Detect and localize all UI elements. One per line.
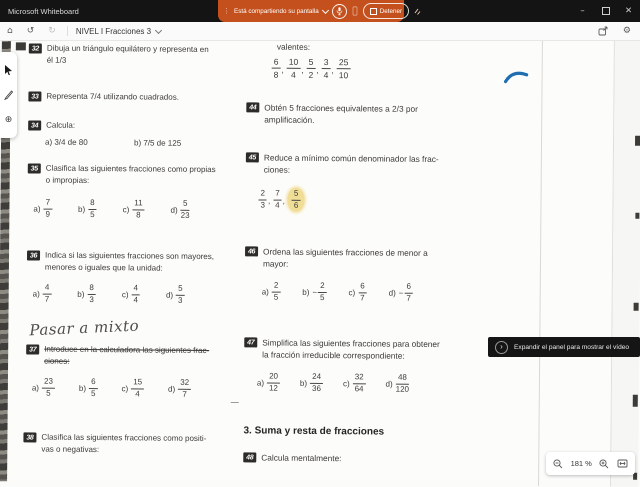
fraction-item: $\frac{25}{10}$ bbox=[338, 57, 349, 80]
chevron-down-icon[interactable] bbox=[322, 6, 329, 13]
whiteboard-toolbar bbox=[0, 22, 640, 41]
exercise-text: Dibuja un triángulo equilátero y representa en bbox=[46, 43, 209, 55]
undo-button[interactable] bbox=[20, 22, 42, 40]
fraction-separator: , bbox=[281, 64, 284, 75]
exercise-text: mayor: bbox=[262, 258, 289, 269]
chevron-down-icon bbox=[155, 26, 162, 33]
fraction-item: $\frac{5}{6}$ bbox=[288, 188, 305, 212]
exercise-35 bbox=[28, 162, 216, 188]
whiteboard-canvas[interactable] bbox=[0, 40, 640, 480]
share-audio-icon bbox=[351, 6, 359, 16]
scanned-textbook-page bbox=[0, 37, 640, 483]
fraction-item: a) $\frac{4}{7}$ bbox=[32, 282, 50, 304]
stop-icon bbox=[370, 8, 377, 15]
exercise-item: a) 3/4 de 80 bbox=[44, 137, 88, 147]
scan-speck bbox=[633, 395, 638, 407]
exercise-text-struck: ciones: bbox=[44, 356, 70, 366]
exercise-33 bbox=[28, 90, 179, 103]
exercise-text: Calcula mentalmente: bbox=[261, 452, 342, 464]
exercise-number-badge: 34 bbox=[28, 120, 41, 130]
restore-button[interactable] bbox=[594, 0, 617, 22]
zoom-in-button[interactable] bbox=[599, 459, 609, 469]
exercise-text: ciones: bbox=[263, 164, 291, 175]
fraction-separator: , bbox=[331, 65, 334, 76]
expand-video-label: Expandir el panel para mostrar el vídeo bbox=[514, 343, 630, 351]
fraction-item: b) $\frac{8}{5}$ bbox=[77, 197, 95, 220]
fraction-row bbox=[33, 198, 189, 219]
fraction-separator: , bbox=[267, 196, 271, 206]
exercise-number-badge: 46 bbox=[245, 246, 258, 256]
share-status-label[interactable]: Está compartiendo su pantalla bbox=[234, 7, 319, 15]
select-cursor-icon[interactable] bbox=[4, 65, 13, 75]
expand-chevron-icon: › bbox=[495, 341, 508, 354]
fraction-item: c) $\frac{32}{64}$ bbox=[342, 372, 364, 394]
window-controls bbox=[571, 0, 640, 22]
exercise-text: vas o negativas: bbox=[41, 444, 100, 455]
app-title: Microsoft Whiteboard bbox=[8, 6, 79, 16]
fraction-item: $\frac{3}{4}$ bbox=[323, 57, 329, 80]
fraction-item: d) $\frac{32}{7}$ bbox=[168, 377, 190, 399]
fraction-item: d) − $\frac{6}{7}$ bbox=[388, 281, 412, 303]
fraction-row bbox=[262, 281, 413, 302]
fraction-item: d) $\frac{5}{23}$ bbox=[170, 198, 190, 220]
handwritten-note: Pasar a mixto bbox=[29, 316, 140, 340]
fraction-item: b) − $\frac{2}{5}$ bbox=[302, 281, 325, 303]
exercise-text: él 1/3 bbox=[46, 55, 67, 65]
exercise-48 bbox=[243, 451, 341, 464]
redo-icon: ↻ bbox=[48, 25, 56, 36]
exercise-37 bbox=[26, 343, 209, 369]
fraction-row bbox=[258, 187, 304, 211]
exercise-number-badge: 37 bbox=[26, 344, 39, 354]
fraction-item: a) $\frac{23}{5}$ bbox=[31, 376, 54, 398]
exercise-text: Representa 7/4 utilizando cuadrados. bbox=[46, 91, 179, 102]
scan-speck bbox=[635, 136, 640, 146]
toolbar-divider bbox=[67, 26, 68, 36]
exercise-text: Simplifica las siguientes fracciones para obtener bbox=[262, 337, 440, 350]
home-icon: ⌂ bbox=[7, 25, 13, 36]
restore-icon bbox=[602, 7, 610, 15]
exercise-text: la fracción irreducible correspondiente: bbox=[262, 349, 405, 361]
exercise-47 bbox=[244, 336, 440, 362]
fraction-item: c) $\frac{15}{4}$ bbox=[121, 377, 143, 399]
exercise-number-badge: 35 bbox=[28, 163, 41, 173]
section-heading: 3. Suma y resta de fracciones bbox=[243, 425, 385, 438]
exercise-45 bbox=[246, 151, 439, 177]
exercise-text: Clasifica las siguientes fracciones como positi- bbox=[41, 432, 207, 444]
fraction-row bbox=[33, 283, 185, 304]
board-title-label: NIVEL I Fracciones 3 bbox=[75, 26, 152, 36]
exercise-number-badge: 44 bbox=[246, 102, 259, 112]
exercise-text: Obtén 5 fracciones equivalentes a 2/3 por bbox=[264, 102, 418, 114]
exercise-text: amplificación. bbox=[264, 114, 315, 125]
microphone-icon bbox=[336, 7, 343, 16]
fraction-row bbox=[257, 372, 409, 393]
redo-button[interactable] bbox=[41, 22, 63, 40]
fraction-item: d) $\frac{48}{120}$ bbox=[385, 372, 410, 394]
exercise-36 bbox=[27, 249, 214, 275]
board-title-dropdown[interactable] bbox=[72, 27, 165, 36]
scan-speck bbox=[635, 213, 639, 219]
change-share-button[interactable] bbox=[414, 7, 421, 16]
exercise-text: Reduce a mínimo común denominador las frac- bbox=[263, 152, 439, 165]
fraction-row bbox=[32, 377, 191, 398]
continued-text: valentes: bbox=[276, 41, 311, 52]
toolbar-right-group bbox=[598, 22, 631, 40]
fraction-item: d) $\frac{5}{3}$ bbox=[165, 283, 183, 305]
stop-label: Detener bbox=[379, 7, 403, 15]
fraction-item: a) $\frac{20}{12}$ bbox=[256, 371, 279, 393]
exercise-number-badge: 33 bbox=[28, 91, 41, 101]
stop-sharing-button[interactable] bbox=[363, 3, 409, 19]
expand-video-panel-button[interactable] bbox=[488, 337, 640, 357]
add-plus-circle-icon[interactable]: ⊕ bbox=[4, 115, 13, 126]
exercise-text: Clasifica las siguientes fracciones como propias bbox=[45, 163, 216, 175]
exercise-number-badge: 36 bbox=[27, 250, 40, 260]
fraction-item: $\frac{6}{8}$ bbox=[273, 56, 279, 80]
exercise-number-badge: 48 bbox=[243, 452, 256, 462]
exercise-number-badge: 47 bbox=[244, 337, 257, 347]
switch-window-icon bbox=[414, 7, 421, 16]
fraction-item: b) $\frac{8}{3}$ bbox=[77, 282, 94, 305]
margin-dash: — bbox=[230, 397, 239, 407]
share-audio-button[interactable] bbox=[351, 6, 359, 16]
scan-speck bbox=[634, 303, 639, 311]
adjacent-page-strip bbox=[611, 39, 640, 487]
drag-handle-icon[interactable]: ⋮ bbox=[223, 7, 230, 15]
exercise-number-badge: 32 bbox=[29, 43, 42, 53]
zoom-level-label[interactable]: 181 % bbox=[570, 459, 592, 468]
exercise-number-badge: 45 bbox=[246, 152, 259, 162]
exercise-text: menores o iguales que la unidad: bbox=[44, 262, 163, 273]
exercise-item: b) 7/5 de 125 bbox=[133, 138, 182, 148]
fraction-item: b) $\frac{6}{5}$ bbox=[78, 377, 96, 399]
exercise-text: Ordena las siguientes fracciones de menor a bbox=[263, 246, 428, 258]
exercise-32 bbox=[29, 42, 209, 68]
fraction-separator: , bbox=[316, 64, 319, 75]
fraction-item: c) $\frac{6}{7}$ bbox=[348, 281, 365, 303]
exercise-46 bbox=[245, 245, 428, 271]
screen-share-banner bbox=[218, 0, 404, 22]
fraction-item: $\frac{5}{2}$ bbox=[308, 56, 314, 80]
exercise-text-struck: Introduce en la calculadora las siguientes frac- bbox=[44, 344, 210, 356]
zoom-out-button[interactable] bbox=[553, 459, 563, 469]
fraction-item: b) $\frac{24}{36}$ bbox=[299, 371, 322, 394]
pen-icon[interactable] bbox=[4, 90, 13, 100]
fraction-item: $\frac{7}{4}$ bbox=[275, 188, 280, 210]
exercise-number-badge: 38 bbox=[23, 432, 36, 442]
share-icon[interactable] bbox=[598, 26, 608, 36]
settings-gear-icon[interactable]: ⚙ bbox=[622, 25, 631, 36]
exercise-34 bbox=[28, 119, 75, 131]
fit-to-screen-button[interactable] bbox=[617, 459, 628, 468]
fraction-item: a) $\frac{7}{9}$ bbox=[33, 197, 51, 219]
drawing-tool-panel bbox=[0, 52, 17, 138]
close-button[interactable]: ✕ bbox=[624, 6, 633, 16]
undo-icon: ↺ bbox=[26, 25, 35, 36]
home-button[interactable] bbox=[0, 22, 20, 40]
exercise-44 bbox=[246, 101, 418, 126]
exercise-38 bbox=[23, 431, 206, 457]
fraction-item: $\frac{10}{4}$ bbox=[287, 58, 301, 79]
fraction-item: c) $\frac{4}{4}$ bbox=[121, 283, 139, 305]
fraction-item: c) $\frac{11}{8}$ bbox=[122, 198, 143, 220]
fraction-separator: , bbox=[301, 64, 304, 75]
exercise-text: Indica si las siguientes fracciones son mayores, bbox=[44, 250, 215, 262]
microphone-button[interactable] bbox=[332, 4, 347, 19]
exercise-text: o impropias: bbox=[45, 175, 90, 185]
fraction-separator: , bbox=[282, 196, 285, 206]
fraction-row bbox=[272, 58, 351, 80]
minimize-button[interactable]: – bbox=[580, 6, 585, 16]
exercise-text: Calcula: bbox=[46, 120, 76, 130]
blue-pen-stroke bbox=[504, 68, 530, 86]
page-edge-line bbox=[538, 38, 543, 486]
scan-ink-blob bbox=[16, 42, 26, 50]
fraction-item: $\frac{2}{3}$ bbox=[260, 188, 266, 210]
zoom-controls bbox=[546, 452, 635, 475]
fraction-item: a) $\frac{2}{5}$ bbox=[261, 280, 279, 302]
